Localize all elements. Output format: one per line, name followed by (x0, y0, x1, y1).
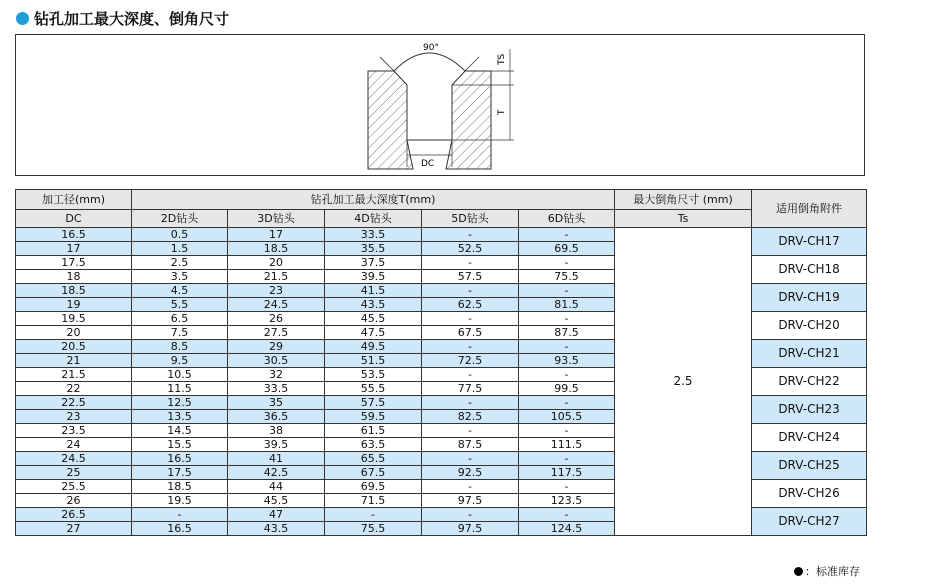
accessory-cell: DRV-CH26 (752, 480, 867, 508)
table-cell: 24.5 (228, 298, 325, 312)
table-cell: 15.5 (132, 438, 228, 452)
table-cell: 8.5 (132, 340, 228, 354)
table-cell: 67.5 (422, 326, 519, 340)
legend (794, 563, 860, 579)
table-row (16, 228, 867, 242)
table-cell: 49.5 (325, 340, 422, 354)
table-cell: 38 (228, 424, 325, 438)
table-cell: 63.5 (325, 438, 422, 452)
table-cell: 13.5 (132, 410, 228, 424)
table-cell: 87.5 (422, 438, 519, 452)
table-cell: 19.5 (132, 494, 228, 508)
table-cell: 14.5 (132, 424, 228, 438)
table-cell: 55.5 (325, 382, 422, 396)
table-cell: - (422, 256, 519, 270)
table-cell: 3.5 (132, 270, 228, 284)
table-cell: 23 (228, 284, 325, 298)
angle-arc (394, 53, 465, 71)
table-cell: 21.5 (228, 270, 325, 284)
table-cell: 37.5 (325, 256, 422, 270)
table-cell: - (422, 284, 519, 298)
table-cell: - (422, 396, 519, 410)
table-cell: 75.5 (519, 270, 615, 284)
table-cell: 23 (16, 410, 132, 424)
table-cell: 20 (228, 256, 325, 270)
table-cell: 20.5 (16, 340, 132, 354)
accessory-cell: DRV-CH27 (752, 508, 867, 536)
table-cell: 9.5 (132, 354, 228, 368)
table-cell: 12.5 (132, 396, 228, 410)
table-cell: 87.5 (519, 326, 615, 340)
table-cell: - (519, 256, 615, 270)
table-cell: - (519, 508, 615, 522)
table-cell: 123.5 (519, 494, 615, 508)
header-ts: Ts (615, 210, 752, 228)
table-cell: 5.5 (132, 298, 228, 312)
table-cell: 124.5 (519, 522, 615, 536)
table-cell: 41 (228, 452, 325, 466)
table-cell: 18.5 (228, 242, 325, 256)
table-cell: 17 (228, 228, 325, 242)
table-cell: 67.5 (325, 466, 422, 480)
table-cell: 97.5 (422, 522, 519, 536)
table-cell: 92.5 (422, 466, 519, 480)
table-cell: 77.5 (422, 382, 519, 396)
table-cell: - (519, 368, 615, 382)
table-cell: 21.5 (16, 368, 132, 382)
table-cell: 22 (16, 382, 132, 396)
table-cell: - (422, 452, 519, 466)
table-cell: 24 (16, 438, 132, 452)
section-title (16, 8, 229, 28)
table-cell: 57.5 (422, 270, 519, 284)
table-cell: 25 (16, 466, 132, 480)
table-cell: 71.5 (325, 494, 422, 508)
table-cell: 33.5 (228, 382, 325, 396)
table-cell: 26 (228, 312, 325, 326)
table-cell: 81.5 (519, 298, 615, 312)
drill-hole-drawing (16, 35, 866, 177)
table-cell: - (422, 312, 519, 326)
table-cell: 69.5 (325, 480, 422, 494)
table-cell: 16.5 (132, 452, 228, 466)
table-cell: - (519, 452, 615, 466)
table-cell: 23.5 (16, 424, 132, 438)
table-cell: 30.5 (228, 354, 325, 368)
header-chamfer-group: 最大倒角尺寸 (mm) (615, 190, 752, 210)
table-cell: 26.5 (16, 508, 132, 522)
table-cell: - (519, 284, 615, 298)
table-cell: 36.5 (228, 410, 325, 424)
table-cell: 69.5 (519, 242, 615, 256)
table-cell: 47 (228, 508, 325, 522)
table-cell: 0.5 (132, 228, 228, 242)
table-cell: 33.5 (325, 228, 422, 242)
legend-label: ：标准库存 (805, 565, 860, 578)
angle-label: 90° (423, 43, 439, 53)
ts-label: TS (497, 53, 507, 65)
table-cell: - (422, 508, 519, 522)
table-cell: 17.5 (16, 256, 132, 270)
header-5d: 5D钻头 (422, 210, 519, 228)
table-cell: - (422, 228, 519, 242)
table-cell: 45.5 (228, 494, 325, 508)
table-cell: - (325, 508, 422, 522)
table-cell: 24.5 (16, 452, 132, 466)
table-cell: - (519, 480, 615, 494)
table-cell: 43.5 (228, 522, 325, 536)
table-cell: - (519, 340, 615, 354)
table-body (16, 228, 867, 536)
header-depth-group: 钻孔加工最大深度T(mm) (132, 190, 615, 210)
table-cell: 117.5 (519, 466, 615, 480)
table-cell: 35.5 (325, 242, 422, 256)
table-cell: 44 (228, 480, 325, 494)
table-cell: 20 (16, 326, 132, 340)
table-cell: 43.5 (325, 298, 422, 312)
table-cell: 62.5 (422, 298, 519, 312)
accessory-cell: DRV-CH18 (752, 256, 867, 284)
table-cell: 53.5 (325, 368, 422, 382)
table-cell: 42.5 (228, 466, 325, 480)
table-cell: - (132, 508, 228, 522)
accessory-cell: DRV-CH25 (752, 452, 867, 480)
table-cell: 17 (16, 242, 132, 256)
left-material-hatch (368, 71, 413, 169)
chamfer-diagram (15, 34, 865, 176)
table-cell: 1.5 (132, 242, 228, 256)
accessory-cell: DRV-CH23 (752, 396, 867, 424)
table-cell: 99.5 (519, 382, 615, 396)
table-cell: 35 (228, 396, 325, 410)
table-cell: 22.5 (16, 396, 132, 410)
table-cell: 29 (228, 340, 325, 354)
stock-bullet-icon (794, 567, 803, 576)
table-cell: 2.5 (132, 256, 228, 270)
header-dc: DC (16, 210, 132, 228)
ts-value: 2.5 (615, 228, 752, 536)
table-cell: 26 (16, 494, 132, 508)
table-cell: 18 (16, 270, 132, 284)
table-cell: 47.5 (325, 326, 422, 340)
table-cell: 16.5 (16, 228, 132, 242)
accessory-cell: DRV-CH22 (752, 368, 867, 396)
table-cell: 18.5 (132, 480, 228, 494)
table-cell: 82.5 (422, 410, 519, 424)
table-cell: 59.5 (325, 410, 422, 424)
table-cell: 75.5 (325, 522, 422, 536)
table-cell: 27 (16, 522, 132, 536)
table-cell: 52.5 (422, 242, 519, 256)
table-cell: 39.5 (325, 270, 422, 284)
table-cell: 10.5 (132, 368, 228, 382)
header-dc-group: 加工径(mm) (16, 190, 132, 210)
table-cell: 7.5 (132, 326, 228, 340)
table-cell: 11.5 (132, 382, 228, 396)
table-cell: 27.5 (228, 326, 325, 340)
table-cell: 65.5 (325, 452, 422, 466)
accessory-cell: DRV-CH21 (752, 340, 867, 368)
header-accessory: 适用倒角附件 (752, 190, 867, 228)
accessory-cell: DRV-CH17 (752, 228, 867, 256)
table-cell: 19 (16, 298, 132, 312)
dc-label: DC (421, 159, 435, 169)
table-cell: 111.5 (519, 438, 615, 452)
header-4d: 4D钻头 (325, 210, 422, 228)
table-cell: - (519, 396, 615, 410)
table-cell: 19.5 (16, 312, 132, 326)
header-6d: 6D钻头 (519, 210, 615, 228)
table-cell: 32 (228, 368, 325, 382)
table-cell: 105.5 (519, 410, 615, 424)
header-2d: 2D钻头 (132, 210, 228, 228)
section-title-text: 钻孔加工最大深度、倒角尺寸 (34, 9, 230, 28)
table-cell: 4.5 (132, 284, 228, 298)
right-material-hatch (446, 71, 491, 169)
table-cell: - (422, 368, 519, 382)
table-cell: 41.5 (325, 284, 422, 298)
table-cell: 18.5 (16, 284, 132, 298)
accessory-cell: DRV-CH20 (752, 312, 867, 340)
accessory-cell: DRV-CH19 (752, 284, 867, 312)
header-3d: 3D钻头 (228, 210, 325, 228)
table-cell: 61.5 (325, 424, 422, 438)
table-cell: 17.5 (132, 466, 228, 480)
table-cell: 45.5 (325, 312, 422, 326)
table-cell: - (519, 228, 615, 242)
table-cell: 6.5 (132, 312, 228, 326)
table-cell: 39.5 (228, 438, 325, 452)
table-cell: - (422, 480, 519, 494)
table-cell: - (422, 424, 519, 438)
bullet-dot-icon (16, 12, 29, 25)
table-cell: - (519, 424, 615, 438)
table-cell: 93.5 (519, 354, 615, 368)
table-cell: 25.5 (16, 480, 132, 494)
table-cell: 72.5 (422, 354, 519, 368)
table-cell: 57.5 (325, 396, 422, 410)
table-cell: 97.5 (422, 494, 519, 508)
table-cell: 21 (16, 354, 132, 368)
table-cell: - (422, 340, 519, 354)
accessory-cell: DRV-CH24 (752, 424, 867, 452)
table-cell: - (519, 312, 615, 326)
t-label: T (497, 109, 507, 115)
table-cell: 51.5 (325, 354, 422, 368)
table-cell: 16.5 (132, 522, 228, 536)
drill-depth-table (15, 189, 867, 536)
